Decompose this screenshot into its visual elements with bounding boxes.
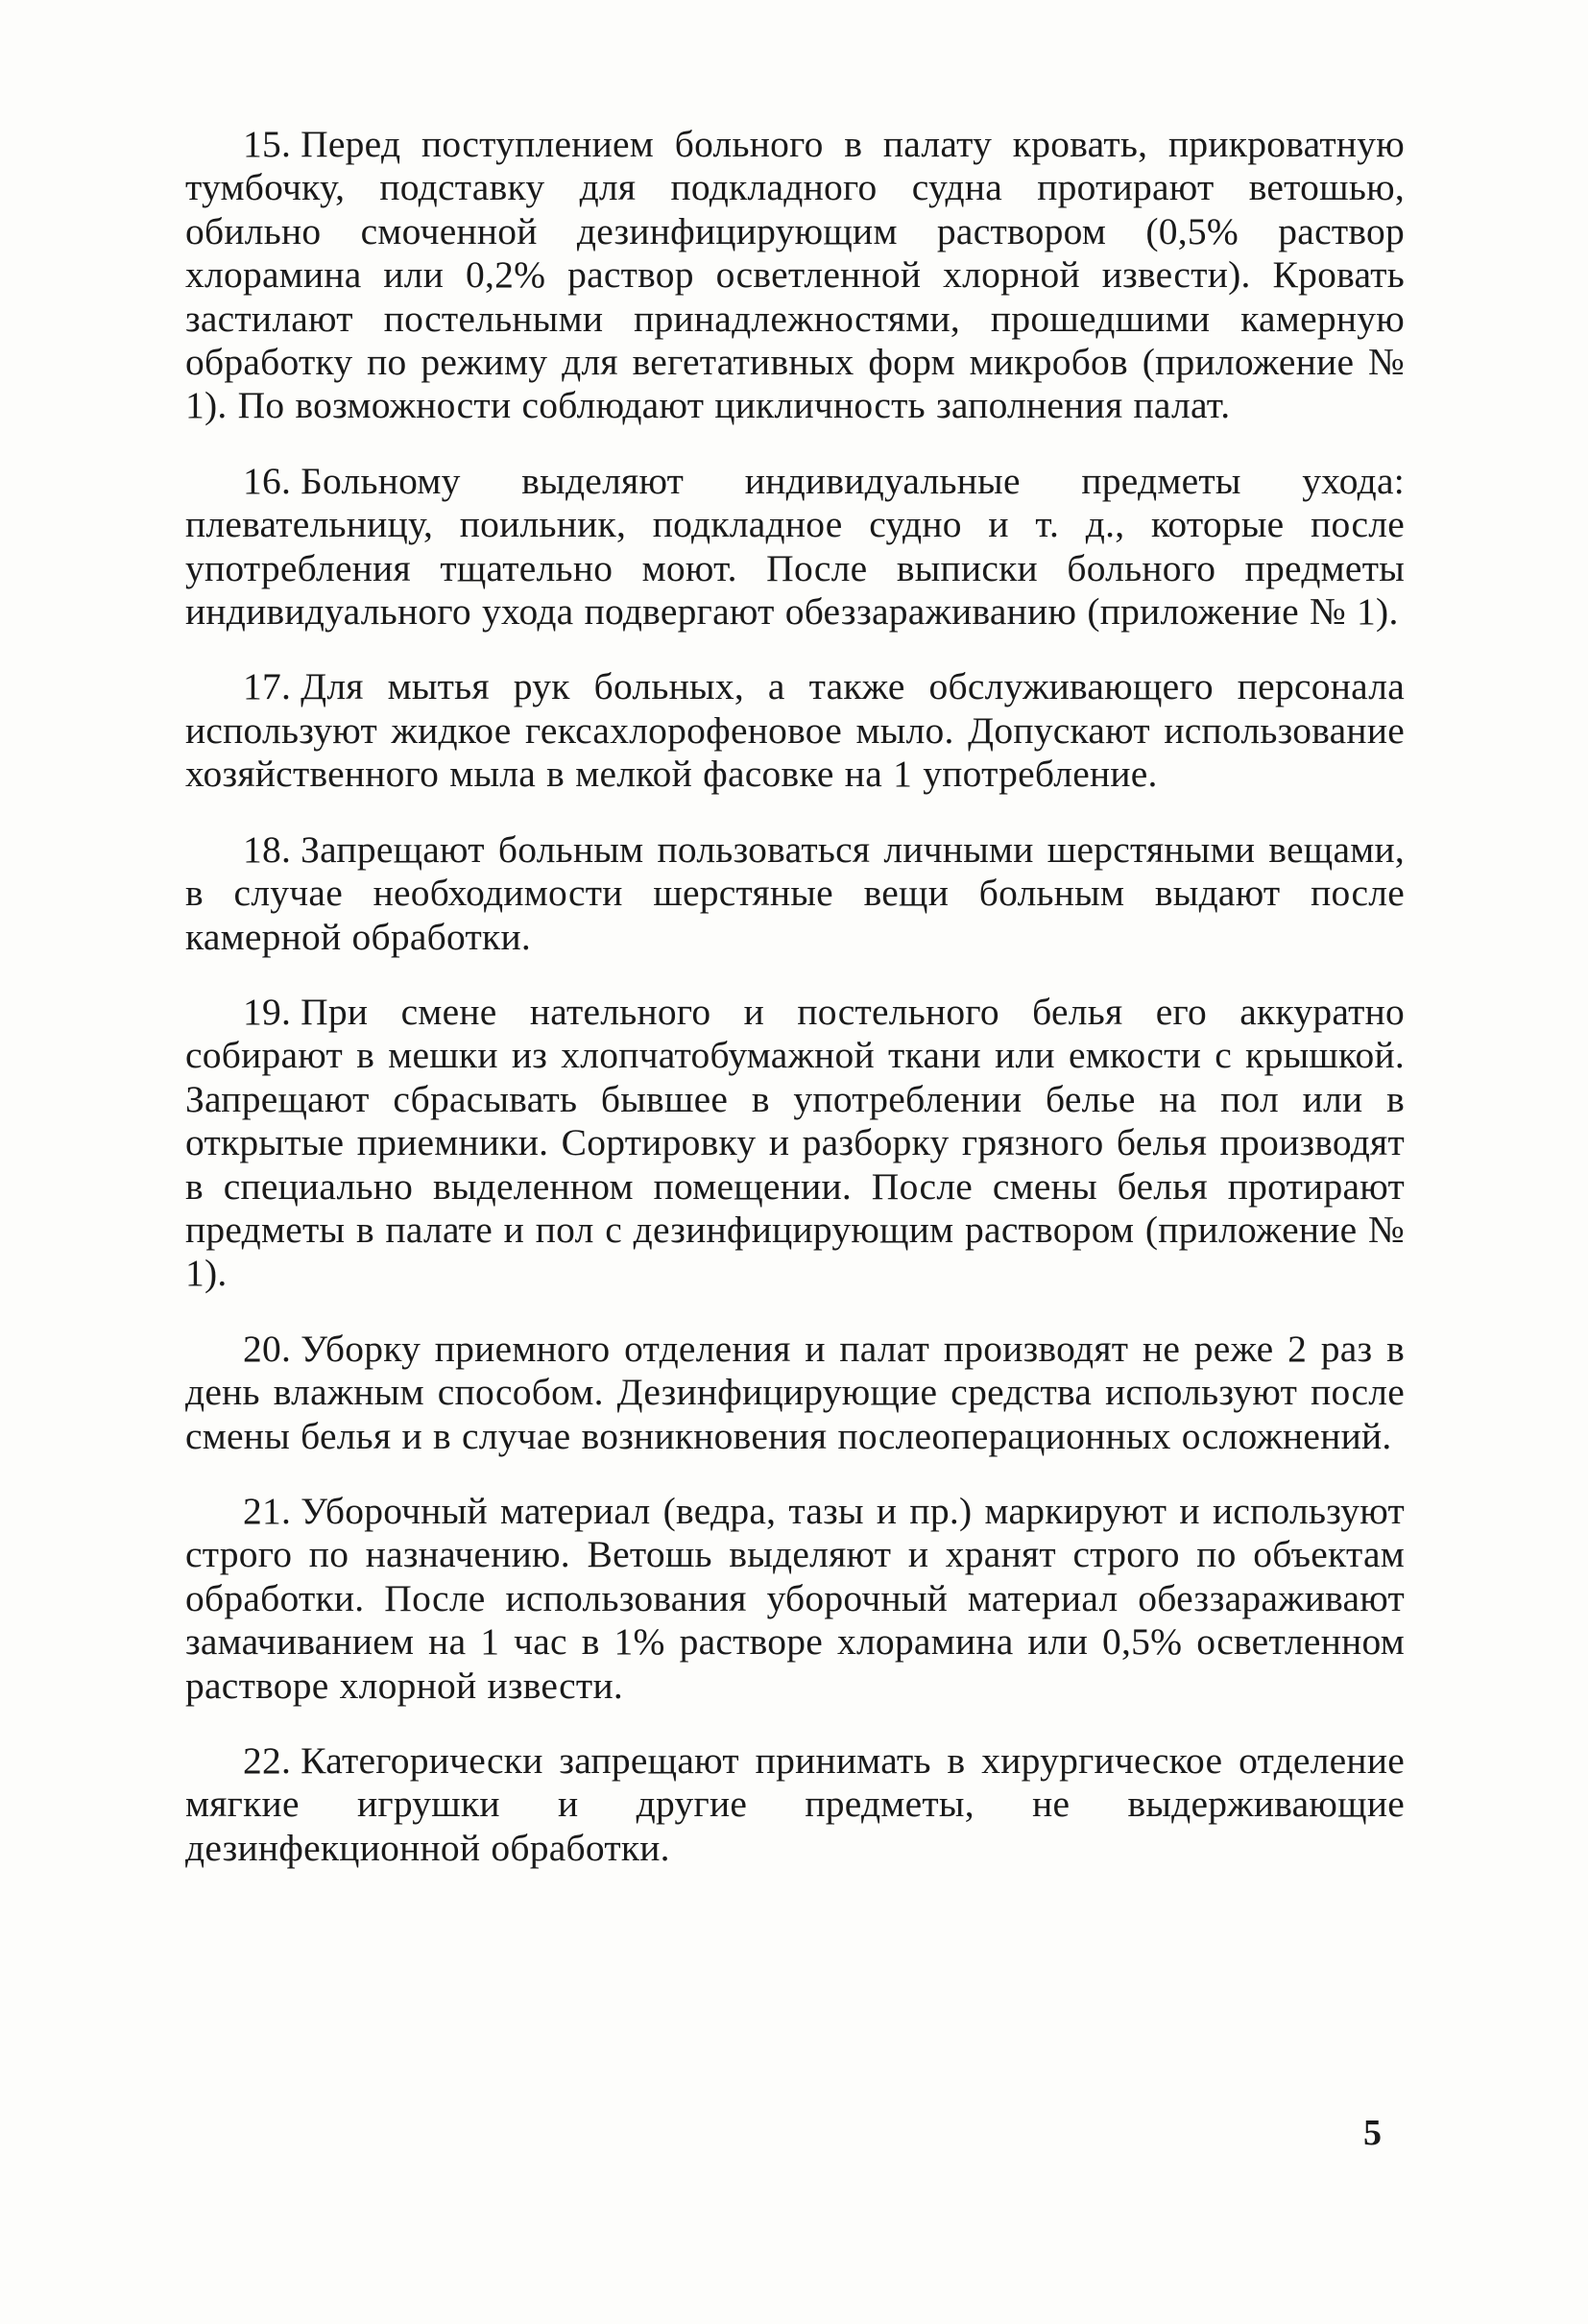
- page-number: 5: [1363, 2113, 1382, 2153]
- paragraph-text: Запрещают больным пользоваться личными шерстяными вещами, в случае необходимости шерстяные вещи больным выдают после камерной обработки.: [185, 827, 1405, 958]
- paragraph-number: 19.: [243, 990, 292, 1033]
- paragraph-number: 17.: [243, 665, 292, 708]
- paragraph-text: Уборочный материал (ведра, тазы и пр.) маркируют и используют строго по назначению. Ветошь выделяют и хранят строго по объектам обработки. После использования уборочный материал обеззараживают замачиванием на 1 час в 1% растворе хлорамина или 0,5% осветленном растворе хлорной извести.: [185, 1489, 1405, 1707]
- paragraph-number: 18.: [243, 827, 292, 871]
- document-body: [185, 123, 1405, 1902]
- paragraph-number: 16.: [243, 459, 292, 502]
- paragraph-20: [185, 1328, 1405, 1458]
- paragraph-21: [185, 1490, 1405, 1708]
- paragraph-17: [185, 665, 1405, 796]
- paragraph-18: [185, 828, 1405, 959]
- paragraph-16: [185, 460, 1405, 635]
- paragraph-text: Уборку приемного отделения и палат производят не реже 2 раз в день влажным способом. Дезинфицирующие средства используют после смены белья и в случае возникновения послеоперационных осложнений.: [185, 1327, 1405, 1457]
- paragraph-text: Для мытья рук больных, а также обслуживающего персонала используют жидкое гексахлорофеновое мыло. Допускают использование хозяйственного мыла в мелкой фасовке на 1 употребление.: [185, 665, 1405, 796]
- paragraph-number: 21.: [243, 1489, 292, 1532]
- paragraph-number: 22.: [243, 1739, 292, 1782]
- paragraph-number: 20.: [243, 1327, 292, 1370]
- paragraph-text: Категорически запрещают принимать в хирургическое отделение мягкие игрушки и другие предметы, не выдерживающие дезинфекционной обработки.: [185, 1739, 1405, 1869]
- paragraph-text: Перед поступлением больного в палату кровать, прикроватную тумбочку, подставку для подкладного судна протирают ветошью, обильно смоченной дезинфицирующим раствором (0,5% раствор хлорамина или 0,2% раствор осветленной хлорной извести). Кровать застилают постельными принадлежностями, прошедшими камерную обработку по режиму для вегетативных форм микробов (приложение № 1). По возможности соблюдают цикличность заполнения палат.: [185, 123, 1405, 427]
- paragraph-22: [185, 1739, 1405, 1870]
- paragraph-text: Больному выделяют индивидуальные предметы ухода: плевательницу, поильник, подкладное судно и т. д., которые после употребления тщательно моют. После выписки больного предметы индивидуального ухода подвергают обеззараживанию (приложение № 1).: [185, 459, 1405, 634]
- paragraph-text: При смене нательного и постельного белья его аккуратно собирают в мешки из хлопчатобумажной ткани или емкости с крышкой. Запрещают сбрасывать бывшее в употреблении белье на пол или в открытые приемники. Сортировку и разборку грязного белья производят в специально выделенном помещении. После смены белья протирают предметы в палате и пол с дезинфицирующим раствором (приложение № 1).: [185, 990, 1405, 1295]
- paragraph-number: 15.: [243, 123, 292, 165]
- paragraph-15: [185, 123, 1405, 428]
- paragraph-19: [185, 991, 1405, 1296]
